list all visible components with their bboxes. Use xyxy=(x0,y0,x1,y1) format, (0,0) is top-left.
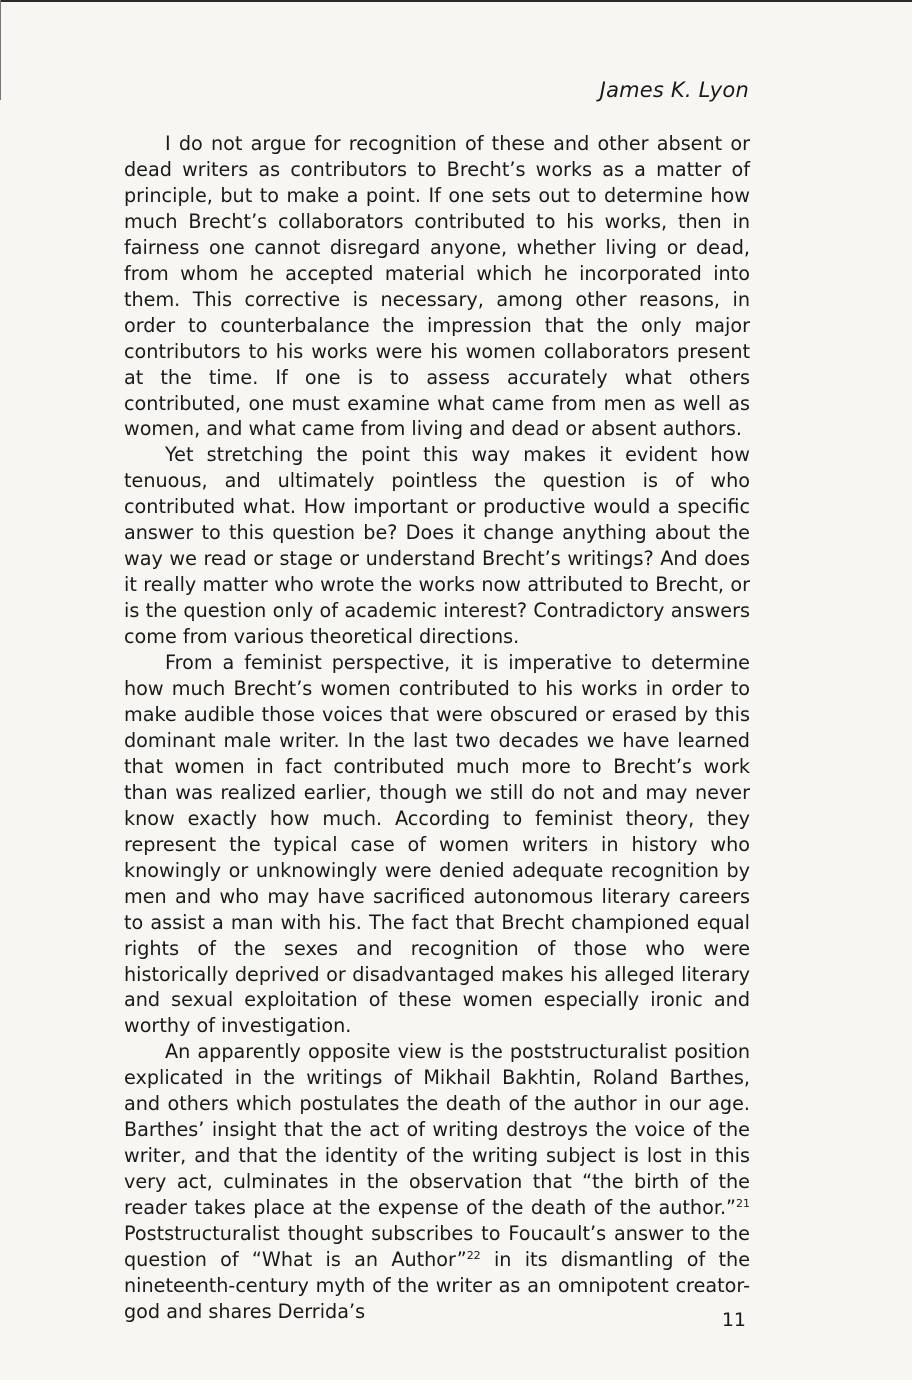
paragraph-4-text-b: Poststructuralist thought subscribes to Foucault’s answer to the question of “What is an Author” xyxy=(124,1222,750,1271)
running-head-author: James K. Lyon xyxy=(599,78,749,102)
paragraph-4 xyxy=(124,1039,750,1324)
paragraph-4-text-c: in its dismantling of the nineteenth-century myth of the writer as an omnipotent creator-god and shares Derrida’s xyxy=(124,1247,750,1323)
page-number: 11 xyxy=(721,1309,746,1331)
footnote-ref-21: 21 xyxy=(736,1197,750,1211)
body-text xyxy=(124,131,750,1325)
page-left-edge xyxy=(0,0,1,100)
paragraph-4-text-a: An apparently opposite view is the poststructuralist position explicated in the writings of Mikhail Bakhtin, Roland Barthes, and others which postulates the death of the author in our age. Barthes’ insight that the act of writing destroys the voice of the writer, and that the identity of the writing subject is lost in this very act, culminates in the observation that “the birth of the reader takes place at the expense of the death of the author.” xyxy=(124,1040,750,1220)
page-top-edge xyxy=(0,0,912,2)
footnote-ref-22: 22 xyxy=(466,1248,481,1262)
paragraph-1: I do not argue for recognition of these and other absent or dead writers as contributors to Brecht’s works as a matter of principle, but to make a point. If one sets out to determine how much Brecht’s collaborators contributed to his works, then in fairness one cannot disregard anyone, whether living or dead, from whom he accepted material which he incorporated into them. This corrective is necessary, among other reasons, in order to counterbalance the impression that the only major contributors to his works were his women collaborators present at the time. If one is to assess accurately what others contributed, one must examine what came from men as well as women, and what came from living and dead or absent authors. xyxy=(124,132,750,441)
paragraph-3: From a feminist perspective, it is imperative to determine how much Brecht’s women contributed to his works in order to make audible those voices that were obscured or erased by this dominant male writer. In the last two decades we have learned that women in fact contributed much more to Brecht’s work than was realized earlier, though we still do not and may never know exactly how much. According to feminist theory, they represent the typical case of women writers in history who knowingly or unknowingly were denied adequate recognition by men and who may have sacrificed autonomous literary careers to assist a man with his. The fact that Brecht championed equal rights of the sexes and recognition of those who were historically deprived or disadvantaged makes his alleged literary and sexual exploitation of these women especially ironic and worthy of investigation. xyxy=(124,651,750,1038)
paragraph-2: Yet stretching the point this way makes it evident how tenuous, and ultimately pointless the question is of who contributed what. How important or productive would a specific answer to this question be? Does it change anything about the way we read or stage or understand Brecht’s writings? And does it really matter who wrote the works now attributed to Brecht, or is the question only of academic interest? Contradictory answers come from various theoretical directions. xyxy=(124,443,750,649)
